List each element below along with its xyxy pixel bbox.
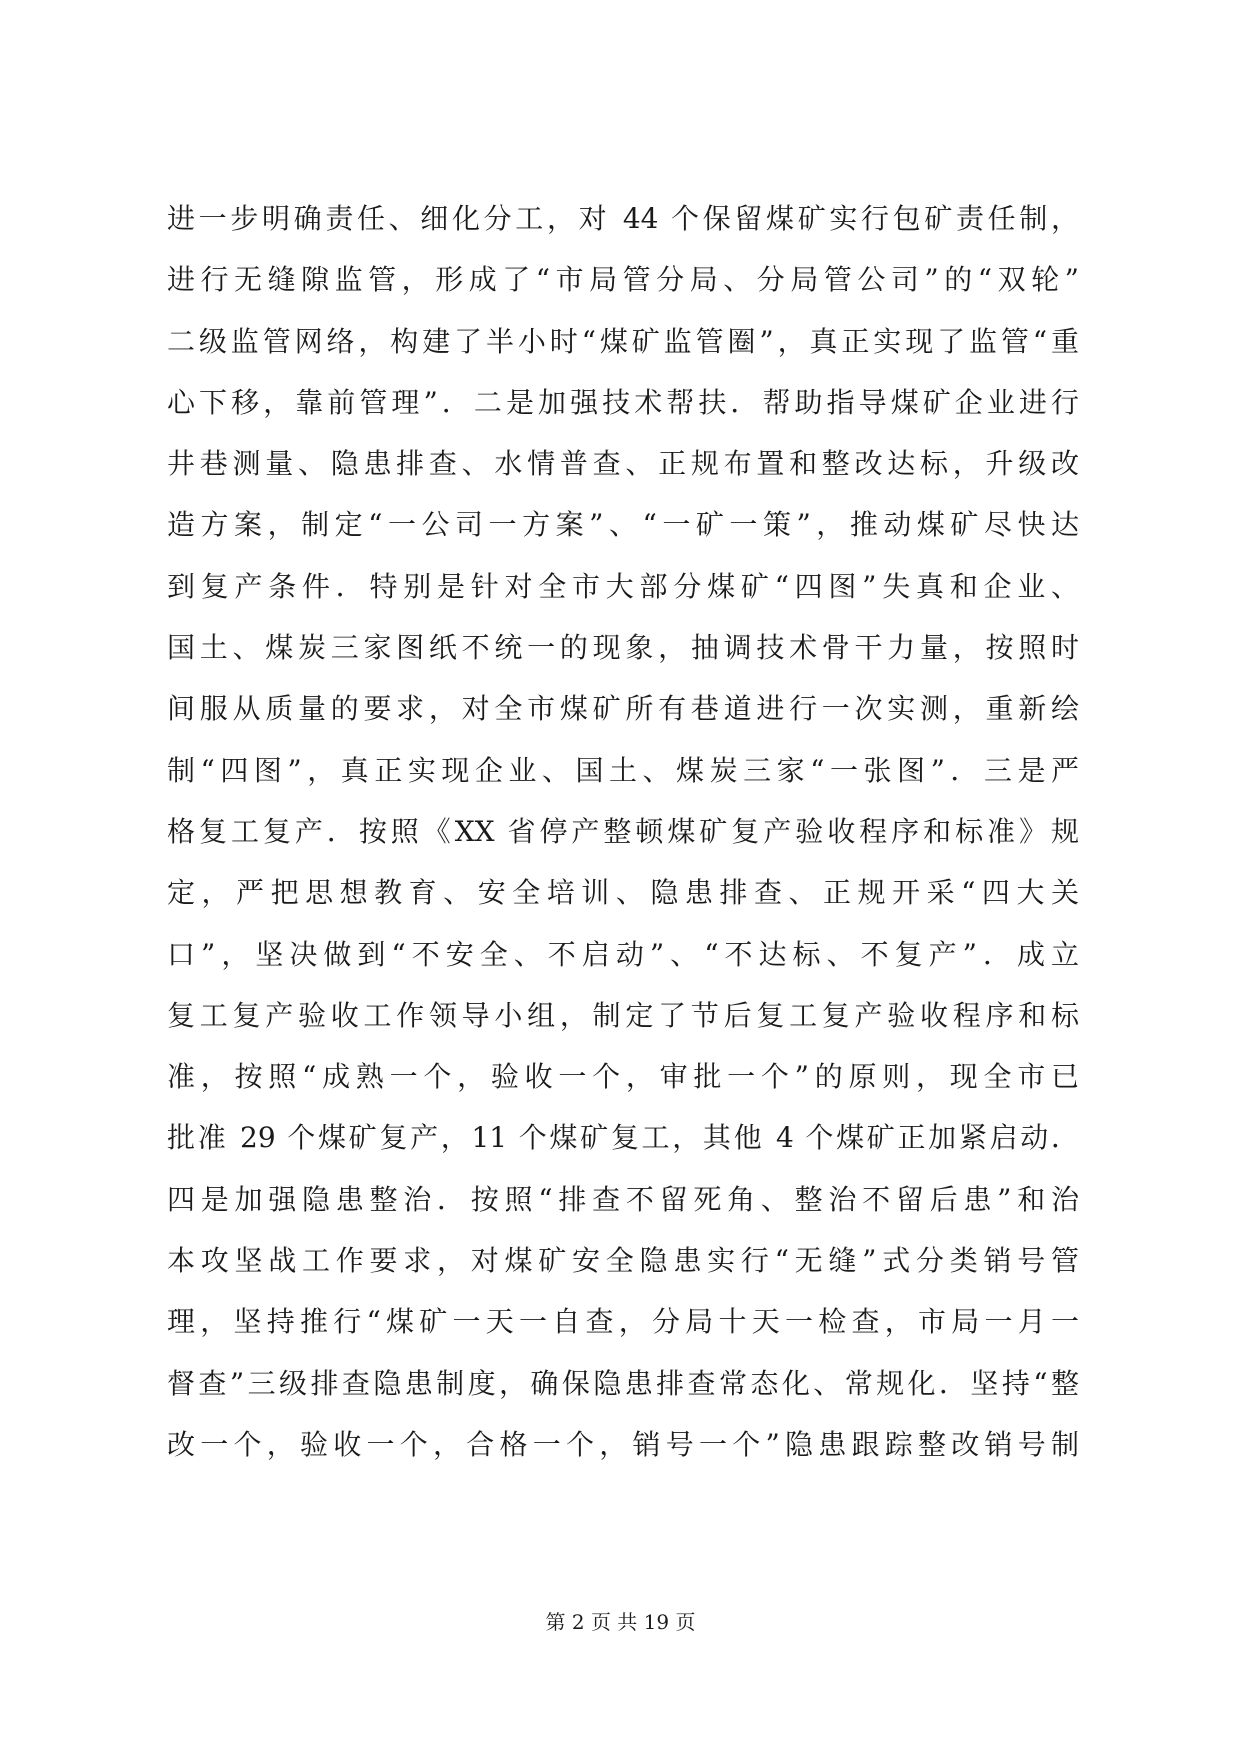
text-line: 理，坚持推行“煤矿一天一自查，分局十天一检查，市局一月一 — [167, 1305, 1079, 1339]
text-line: 定，严把思想教育、安全培训、隐患排查、正规开采“四大关 — [167, 876, 1079, 910]
text-line: 本攻坚战工作要求，对煤矿安全隐患实行“无缝”式分类销号管 — [167, 1244, 1079, 1278]
text-line: 到复产条件．特别是针对全市大部分煤矿“四图”失真和企业、 — [167, 569, 1079, 603]
text-line: 国土、煤炭三家图纸不统一的现象，抽调技术骨干力量，按照时 — [167, 631, 1079, 665]
text-line: 四是加强隐患整治．按照“排查不留死角、整治不留后患”和治 — [167, 1182, 1079, 1216]
text-line: 格复工复产．按照《XX 省停产整顿煤矿复产验收程序和标准》规 — [167, 814, 1079, 848]
text-line: 改一个，验收一个，合格一个，销号一个”隐患跟踪整改销号制 — [167, 1427, 1079, 1461]
text-line: 造方案，制定“一公司一方案”、“一矿一策”，推动煤矿尽快达 — [167, 508, 1079, 542]
text-line: 心下移，靠前管理”．二是加强技术帮扶．帮助指导煤矿企业进行 — [167, 385, 1079, 419]
text-line: 二级监管网络，构建了半小时“煤矿监管圈”，真正实现了监管“重 — [167, 324, 1079, 358]
text-line: 间服从质量的要求，对全市煤矿所有巷道进行一次实测，重新绘 — [167, 692, 1079, 726]
text-line: 督查”三级排查隐患制度，确保隐患排查常态化、常规化．坚持“整 — [167, 1366, 1079, 1400]
text-line: 进一步明确责任、细化分工，对 44 个保留煤矿实行包矿责任制， — [167, 202, 1079, 235]
text-line: 口”，坚决做到“不安全、不启动”、“不达标、不复产”．成立 — [167, 937, 1079, 971]
page-number-footer: 第 2 页 共 19 页 — [545, 1610, 696, 1634]
body-text — [167, 202, 1079, 1489]
text-line: 批准 29 个煤矿复产，11 个煤矿复工，其他 4 个煤矿正加紧启动． — [167, 1121, 1079, 1155]
text-line: 准，按照“成熟一个，验收一个，审批一个”的原则，现全市已 — [167, 1060, 1079, 1094]
text-line: 制“四图”，真正实现企业、国土、煤炭三家“一张图”．三是严 — [167, 753, 1079, 787]
text-line: 井巷测量、隐患排查、水情普查、正规布置和整改达标，升级改 — [167, 447, 1079, 481]
text-line: 复工复产验收工作领导小组，制定了节后复工复产验收程序和标 — [167, 998, 1079, 1032]
text-line: 进行无缝隙监管，形成了“市局管分局、分局管公司”的“双轮” — [167, 263, 1079, 297]
